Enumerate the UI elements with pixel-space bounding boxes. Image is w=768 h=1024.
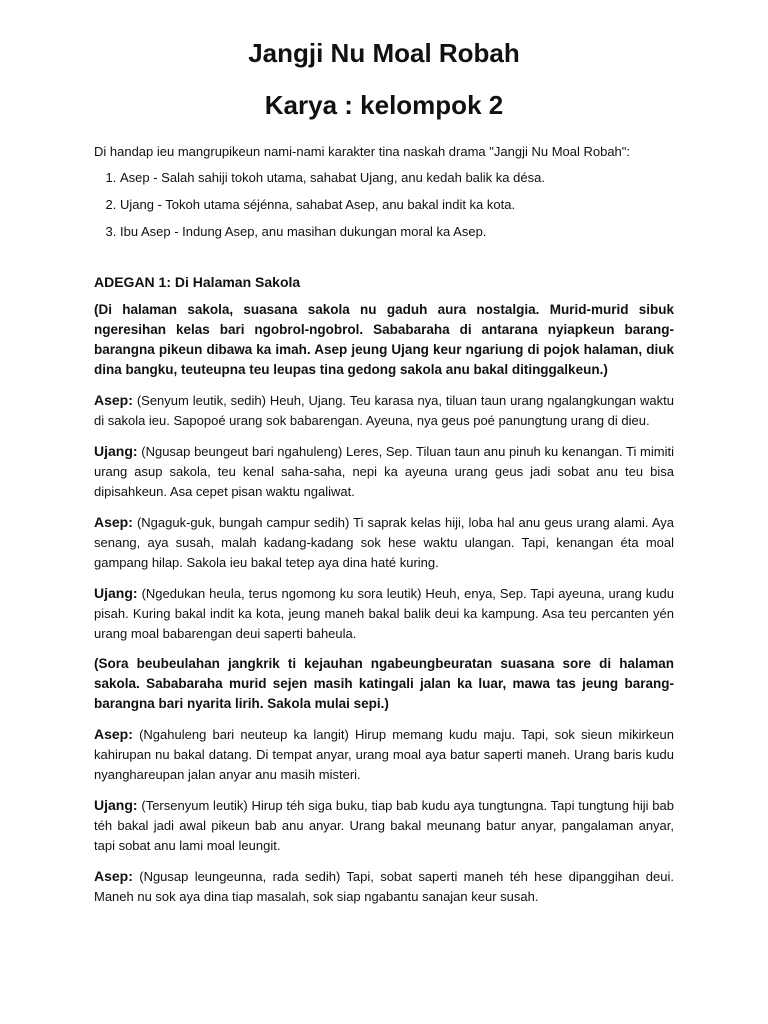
speaker-name: Ujang: — [94, 585, 138, 601]
speaker-name: Asep: — [94, 868, 133, 884]
dialog-line — [94, 390, 674, 431]
dialog-text: (Ngahuleng bari neuteup ka langit) Hirup memang kudu maju. Tapi, sok sieun mikirkeun kahirupan nu bakal datang. Di tempat anyar, urang moal aya batur saperti maneh. Urang baris kudu nyanghareupan jalan anyar anu masih misteri. — [94, 727, 674, 782]
dialog-text: (Ngaguk-guk, bungah campur sedih) Ti saprak kelas hiji, loba hal anu geus urang alami. Aya senang, aya susah, malah kadang-kadang sok hese waktu ulangan. Tapi, kenangan éta moal gampang hilap. Sakola ieu bakal tetep aya dina haté kuring. — [94, 515, 674, 570]
dialog-text: (Ngusap leungeunna, rada sedih) Tapi, sobat saperti maneh téh hese dipanggihan deui. Maneh nu sok aya dina tiap masalah, sok siap ngabantu sanajan keur susah. — [94, 869, 674, 904]
speaker-name: Ujang: — [94, 797, 138, 813]
speaker-name: Asep: — [94, 514, 133, 530]
stage-direction: (Sora beubeulahan jangkrik ti kejauhan ngabeungbeuratan suasana sore di halaman sakola. Sababaraha murid sejen masih katingali jalan ka luar, mawa tas jeung barang-barangna bari nyarita lirih. Sakola mulai sepi.) — [94, 656, 674, 711]
dialog-line — [94, 795, 674, 856]
dialog-line — [94, 441, 674, 502]
dialog-text: (Tersenyum leutik) Hirup téh siga buku, tiap bab kudu aya tungtungna. Tapi tungtung hiji bab téh bakal jadi awal pikeun bab anu anyar. Urang bakal meunang batur anyar, pangalaman anyar, tapi sobat anu lami moal leungit. — [94, 798, 674, 853]
script-content — [94, 300, 674, 907]
character-item: 1. Asep - Salah sahiji tokoh utama, sahabat Ujang, anu kedah balik ka désa. — [120, 168, 674, 188]
character-item: 3. Ibu Asep - Indung Asep, anu masihan dukungan moral ka Asep. — [120, 222, 674, 242]
document-title: Jangji Nu Moal Robah — [248, 38, 520, 68]
document-subtitle: Karya : kelompok 2 — [264, 90, 504, 120]
dialog-text: (Ngusap beungeut bari ngahuleng) Leres, Sep. Tiluan taun anu pinuh ku kenangan. Ti mimiti urang asup sakola, teu kenal saha-saha, nepi ka ayeuna urang geus jadi sobat anu teu bisa dipisahkeun. Asa cepet pisan waktu ngaliwat. — [94, 444, 674, 499]
intro-text: Di handap ieu mangrupikeun nami-nami karakter tina naskah drama "Jangji Nu Moal Robah": — [94, 144, 631, 159]
dialog-text: (Senyum leutik, sedih) Heuh, Ujang. Teu karasa nya, tiluan taun urang ngalangkungan waktu di sakola ieu. Sapopoé urang sok babarengan. Ayeuna, nya geus poé panungtung urang di dieu. — [94, 393, 674, 428]
speaker-name: Ujang: — [94, 443, 138, 459]
character-list — [94, 168, 674, 242]
stage-direction: (Di halaman sakola, suasana sakola nu gaduh aura nostalgia. Murid-murid sibuk ngeresihan kelas bari ngobrol-ngobrol. Sababaraha di antarana nyiapkeun barang-barangna pikeun dibawa ka imah. Asep jeung Ujang keur ngariung di pojok halaman, diuk dina bangku, teuteupna teu leupas tina gedong sakola anu bakal ditinggalkeun.) — [94, 302, 674, 377]
speaker-name: Asep: — [94, 392, 133, 408]
dialog-text: (Ngedukan heula, terus ngomong ku sora leutik) Heuh, enya, Sep. Tapi ayeuna, urang kudu pisah. Kuring bakal indit ka kota, jeung maneh bakal balik deui ka kampung. Asa teu percanten yén urang moal babarengan deui saperti baheula. — [94, 586, 674, 641]
scene-heading: ADEGAN 1: Di Halaman Sakola — [94, 274, 301, 290]
dialog-line — [94, 866, 674, 907]
dialog-line — [94, 724, 674, 785]
speaker-name: Asep: — [94, 726, 133, 742]
dialog-line — [94, 583, 674, 644]
dialog-line — [94, 512, 674, 573]
character-item: 2. Ujang - Tokoh utama séjénna, sahabat Asep, anu bakal indit ka kota. — [120, 195, 674, 215]
